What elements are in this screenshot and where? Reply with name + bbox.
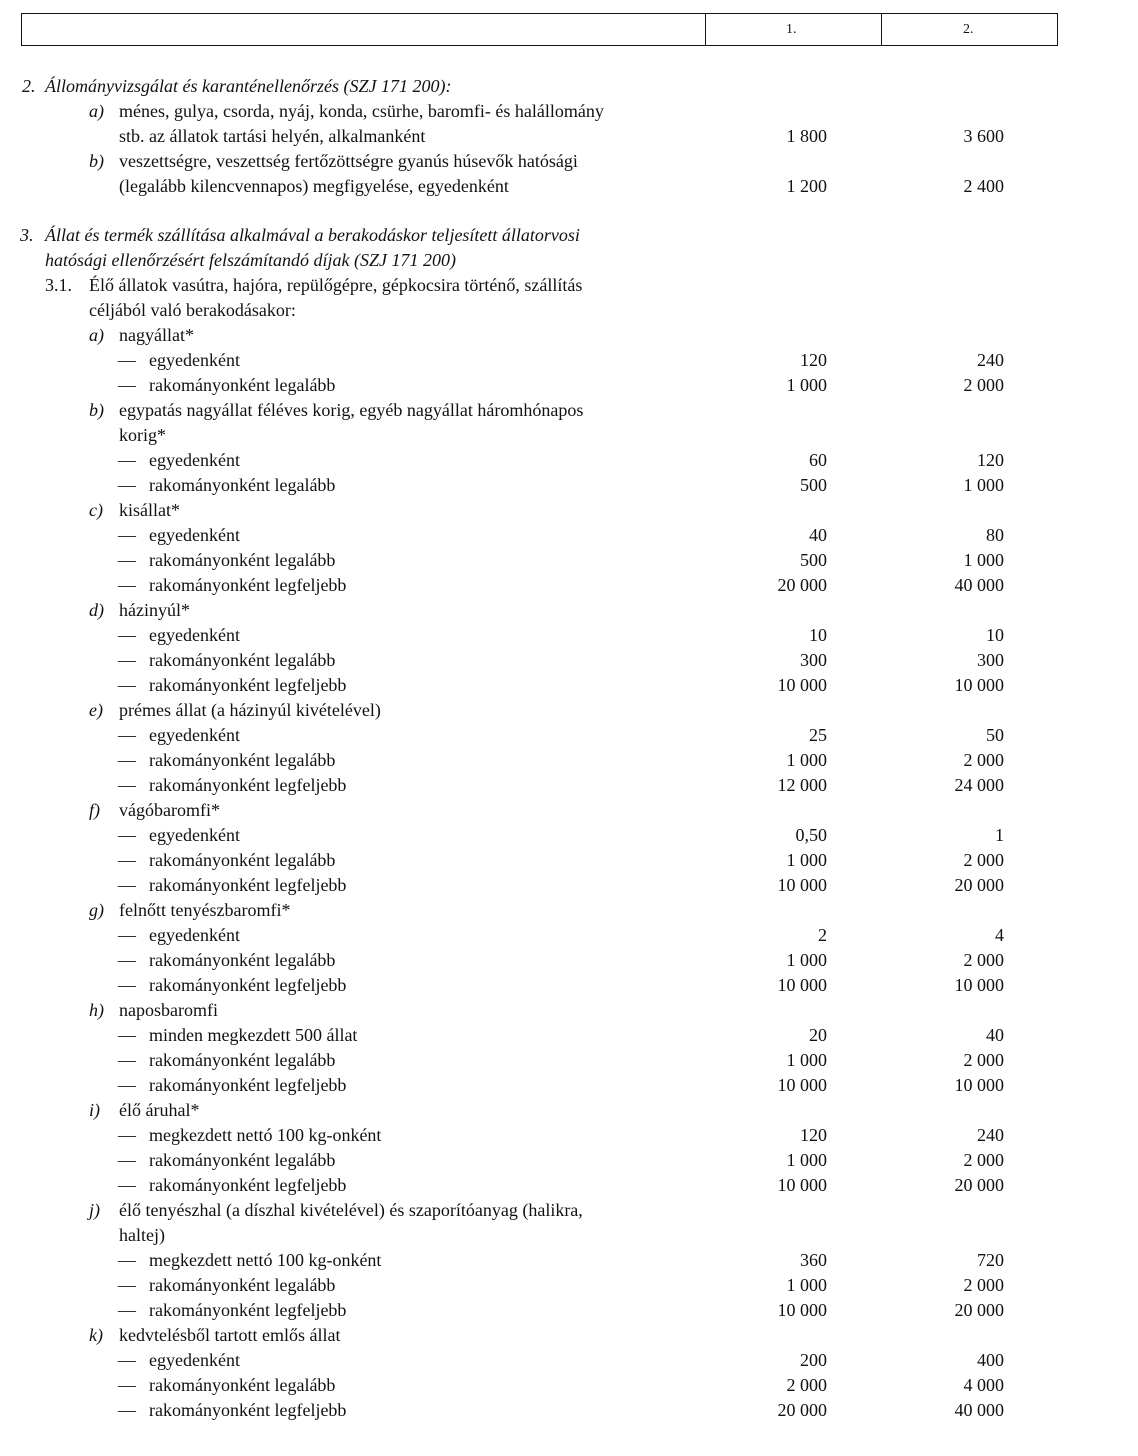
fee-row xyxy=(0,523,1138,548)
fee-row xyxy=(0,348,1138,373)
value-col1: 500 xyxy=(800,475,827,495)
value-col2: 10 xyxy=(986,625,1004,645)
fee-row-label: rakományonként legalább xyxy=(149,650,336,670)
dash-bullet: — xyxy=(118,450,136,470)
fee-row xyxy=(0,473,1138,498)
item-label: f) xyxy=(89,800,100,820)
fee-row-label: rakományonként legfeljebb xyxy=(149,875,347,895)
dash-bullet: — xyxy=(118,850,136,870)
fee-row-label: rakományonként legalább xyxy=(149,1150,336,1170)
item-title: korig* xyxy=(119,425,166,445)
fee-row xyxy=(0,573,1138,598)
dash-bullet: — xyxy=(118,1150,136,1170)
item-title: kisállat* xyxy=(119,500,180,520)
value-col1: 200 xyxy=(800,1350,827,1370)
value-col2: 2 000 xyxy=(963,950,1004,970)
fee-item-title-line xyxy=(0,1098,1138,1123)
fee-row-label: rakományonként legfeljebb xyxy=(149,675,347,695)
dash-bullet: — xyxy=(118,950,136,970)
value-col1: 1 000 xyxy=(786,1150,827,1170)
fee-row xyxy=(0,973,1138,998)
value-col1: 2 xyxy=(818,925,827,945)
value-col2: 2 000 xyxy=(963,1150,1004,1170)
item-a-line1 xyxy=(0,99,1138,124)
value-col1: 0,50 xyxy=(795,825,827,845)
section-title: Állat és termék szállítása alkalmával a berakodáskor teljesített állatorvosi xyxy=(45,225,580,245)
dash-bullet: — xyxy=(118,1350,136,1370)
fee-row xyxy=(0,673,1138,698)
section-2-heading xyxy=(0,74,1138,99)
fee-item-title-line xyxy=(0,798,1138,823)
fee-row xyxy=(0,1398,1138,1423)
dash-bullet: — xyxy=(118,575,136,595)
value-col2: 2 000 xyxy=(963,850,1004,870)
value-col1: 40 xyxy=(809,525,827,545)
dash-bullet: — xyxy=(118,750,136,770)
value-col1: 25 xyxy=(809,725,827,745)
item-label: h) xyxy=(89,1000,104,1020)
fee-row-label: rakományonként legfeljebb xyxy=(149,975,347,995)
fee-row-label: rakományonként legalább xyxy=(149,850,336,870)
fee-item-title-line xyxy=(0,498,1138,523)
fee-row xyxy=(0,1373,1138,1398)
fee-item-title-line xyxy=(0,1223,1138,1248)
value-col2: 10 000 xyxy=(954,1075,1004,1095)
dash-bullet: — xyxy=(118,1050,136,1070)
fee-item-title-line xyxy=(0,423,1138,448)
dash-bullet: — xyxy=(118,925,136,945)
dash-bullet: — xyxy=(118,1400,136,1420)
value-col2: 240 xyxy=(977,350,1004,370)
section-3-heading-line2 xyxy=(0,248,1138,273)
value-col1: 1 000 xyxy=(786,375,827,395)
dash-bullet: — xyxy=(118,1275,136,1295)
item-a-line2 xyxy=(0,124,1138,149)
fee-row-label: egyedenként xyxy=(149,450,240,470)
fee-row-label: megkezdett nettó 100 kg-onként xyxy=(149,1250,382,1270)
fee-row xyxy=(0,548,1138,573)
value-col2: 400 xyxy=(977,1350,1004,1370)
dash-bullet: — xyxy=(118,825,136,845)
item-title: kedvtelésből tartott emlős állat xyxy=(119,1325,341,1345)
value-col2: 4 000 xyxy=(963,1375,1004,1395)
value-col1: 12 000 xyxy=(777,775,827,795)
fee-row xyxy=(0,648,1138,673)
item-label: a) xyxy=(89,325,104,345)
value-col2: 2 000 xyxy=(963,1275,1004,1295)
value-col1: 10 000 xyxy=(777,675,827,695)
value-col1: 1 800 xyxy=(786,126,827,146)
dash-bullet: — xyxy=(118,675,136,695)
value-col1: 360 xyxy=(800,1250,827,1270)
value-col2: 10 000 xyxy=(954,975,1004,995)
dash-bullet: — xyxy=(118,1250,136,1270)
dash-bullet: — xyxy=(118,1025,136,1045)
fee-row xyxy=(0,773,1138,798)
fee-row xyxy=(0,1173,1138,1198)
value-col1: 1 000 xyxy=(786,950,827,970)
value-col2: 20 000 xyxy=(954,1175,1004,1195)
fee-row-label: rakományonként legalább xyxy=(149,1050,336,1070)
value-col1: 1 200 xyxy=(786,176,827,196)
dash-bullet: — xyxy=(118,650,136,670)
value-col2: 24 000 xyxy=(954,775,1004,795)
fee-row-label: egyedenként xyxy=(149,350,240,370)
dash-bullet: — xyxy=(118,350,136,370)
fee-row-label: rakományonként legalább xyxy=(149,1275,336,1295)
dash-bullet: — xyxy=(118,625,136,645)
section-title: hatósági ellenőrzésért felszámítandó díjak (SZJ 171 200) xyxy=(45,250,456,270)
fee-row xyxy=(0,1148,1138,1173)
value-col2: 40 000 xyxy=(954,1400,1004,1420)
column-header-1: 1. xyxy=(786,22,797,37)
value-col2: 2 000 xyxy=(963,750,1004,770)
fee-row-label: rakományonként legalább xyxy=(149,550,336,570)
value-col1: 1 000 xyxy=(786,1275,827,1295)
fee-row xyxy=(0,448,1138,473)
fee-row-label: rakományonként legfeljebb xyxy=(149,1175,347,1195)
fee-row-label: egyedenként xyxy=(149,825,240,845)
item-label: k) xyxy=(89,1325,103,1345)
fee-row xyxy=(0,1298,1138,1323)
value-col1: 2 000 xyxy=(786,1375,827,1395)
fee-row-label: megkezdett nettó 100 kg-onként xyxy=(149,1125,382,1145)
item-text: stb. az állatok tartási helyén, alkalmanként xyxy=(119,126,426,146)
fee-item-title-line xyxy=(0,898,1138,923)
fee-row xyxy=(0,723,1138,748)
item-title: egypatás nagyállat féléves korig, egyéb nagyállat háromhónapos xyxy=(119,400,584,420)
value-col2: 20 000 xyxy=(954,1300,1004,1320)
dash-bullet: — xyxy=(118,550,136,570)
subsection-3-1-line1 xyxy=(0,273,1138,298)
dash-bullet: — xyxy=(118,1175,136,1195)
fee-row-label: rakományonként legalább xyxy=(149,950,336,970)
fee-row-label: rakományonként legalább xyxy=(149,475,336,495)
item-label: i) xyxy=(89,1100,100,1120)
value-col2: 1 xyxy=(995,825,1004,845)
fee-item-title-line xyxy=(0,998,1138,1023)
item-text: ménes, gulya, csorda, nyáj, konda, csürhe, baromfi- és halállomány xyxy=(119,101,604,121)
item-title: naposbaromfi xyxy=(119,1000,218,1020)
value-col1: 10 000 xyxy=(777,975,827,995)
dash-bullet: — xyxy=(118,525,136,545)
fee-row xyxy=(0,748,1138,773)
fee-item-title-line xyxy=(0,1198,1138,1223)
value-col1: 10 000 xyxy=(777,1175,827,1195)
section-number: 2. xyxy=(22,76,36,96)
value-col1: 500 xyxy=(800,550,827,570)
section-title: Állományvizsgálat és karanténellenőrzés (SZJ 171 200): xyxy=(45,76,452,96)
item-title: élő tenyészhal (a díszhal kivételével) és szaporítóanyag (halikra, xyxy=(119,1200,583,1220)
item-title: felnőtt tenyészbaromfi* xyxy=(119,900,291,920)
item-title: haltej) xyxy=(119,1225,165,1245)
value-col2: 2 000 xyxy=(963,1050,1004,1070)
section-3-heading-line1 xyxy=(0,223,1138,248)
value-col1: 10 000 xyxy=(777,875,827,895)
value-col1: 60 xyxy=(809,450,827,470)
item-label: e) xyxy=(89,700,103,720)
value-col1: 20 000 xyxy=(777,1400,827,1420)
fee-row xyxy=(0,923,1138,948)
section-gap xyxy=(0,199,1138,223)
fee-row xyxy=(0,1273,1138,1298)
fee-row-label: egyedenként xyxy=(149,725,240,745)
fee-row xyxy=(0,823,1138,848)
item-label: a) xyxy=(89,101,104,121)
value-col1: 1 000 xyxy=(786,1050,827,1070)
fee-row xyxy=(0,1123,1138,1148)
fee-row-label: minden megkezdett 500 állat xyxy=(149,1025,358,1045)
fee-item-title-line xyxy=(0,698,1138,723)
value-col2: 1 000 xyxy=(963,475,1004,495)
value-col2: 300 xyxy=(977,650,1004,670)
value-col2: 20 000 xyxy=(954,875,1004,895)
item-b-line2 xyxy=(0,174,1138,199)
column-divider xyxy=(881,14,882,45)
fee-row xyxy=(0,1073,1138,1098)
subsection-text: Élő állatok vasútra, hajóra, repülőgépre, gépkocsira történő, szállítás xyxy=(89,275,583,295)
fee-row xyxy=(0,873,1138,898)
value-col2: 240 xyxy=(977,1125,1004,1145)
dash-bullet: — xyxy=(118,375,136,395)
dash-bullet: — xyxy=(118,775,136,795)
item-label: b) xyxy=(89,151,104,171)
fee-row-label: egyedenként xyxy=(149,625,240,645)
column-header-2: 2. xyxy=(963,22,974,37)
subsection-number: 3.1. xyxy=(45,275,72,295)
fee-item-title-line xyxy=(0,1323,1138,1348)
value-col1: 20 000 xyxy=(777,575,827,595)
fee-row-label: rakományonként legfeljebb xyxy=(149,1075,347,1095)
item-title: házinyúl* xyxy=(119,600,190,620)
item-b-line1 xyxy=(0,149,1138,174)
column-header-table xyxy=(21,13,1058,46)
dash-bullet: — xyxy=(118,1075,136,1095)
fee-row xyxy=(0,948,1138,973)
dash-bullet: — xyxy=(118,975,136,995)
item-text: (legalább kilencvennapos) megfigyelése, egyedenként xyxy=(119,176,509,196)
value-col1: 10 000 xyxy=(777,1300,827,1320)
value-col2: 120 xyxy=(977,450,1004,470)
value-col2: 10 000 xyxy=(954,675,1004,695)
item-label: j) xyxy=(89,1200,100,1220)
item-label: b) xyxy=(89,400,104,420)
dash-bullet: — xyxy=(118,725,136,745)
fee-item-title-line xyxy=(0,323,1138,348)
value-col2: 50 xyxy=(986,725,1004,745)
value-col2: 80 xyxy=(986,525,1004,545)
fee-item-title-line xyxy=(0,398,1138,423)
value-col2: 1 000 xyxy=(963,550,1004,570)
fee-row-label: egyedenként xyxy=(149,1350,240,1370)
value-col1: 1 000 xyxy=(786,850,827,870)
item-text: veszettségre, veszettség fertőzöttségre gyanús húsevők hatósági xyxy=(119,151,578,171)
value-col2: 4 xyxy=(995,925,1004,945)
subsection-text: céljából való berakodásakor: xyxy=(89,300,296,320)
fee-item-list xyxy=(0,323,1138,1423)
fee-row xyxy=(0,1048,1138,1073)
section-number: 3. xyxy=(20,225,34,245)
value-col2: 720 xyxy=(977,1250,1004,1270)
fee-row-label: rakományonként legfeljebb xyxy=(149,1400,347,1420)
item-title: prémes állat (a házinyúl kivételével) xyxy=(119,700,381,720)
fee-item-title-line xyxy=(0,598,1138,623)
fee-row xyxy=(0,1248,1138,1273)
fee-row xyxy=(0,1023,1138,1048)
value-col2: 40 xyxy=(986,1025,1004,1045)
item-title: nagyállat* xyxy=(119,325,194,345)
value-col1: 10 000 xyxy=(777,1075,827,1095)
dash-bullet: — xyxy=(118,1300,136,1320)
fee-row xyxy=(0,848,1138,873)
value-col2: 2 400 xyxy=(963,176,1004,196)
value-col2: 3 600 xyxy=(963,126,1004,146)
item-label: g) xyxy=(89,900,104,920)
value-col1: 20 xyxy=(809,1025,827,1045)
dash-bullet: — xyxy=(118,1375,136,1395)
fee-row-label: rakományonként legalább xyxy=(149,1375,336,1395)
value-col1: 1 000 xyxy=(786,750,827,770)
item-title: élő áruhal* xyxy=(119,1100,200,1120)
item-label: d) xyxy=(89,600,104,620)
fee-row-label: rakományonként legalább xyxy=(149,750,336,770)
fee-row-label: egyedenként xyxy=(149,525,240,545)
fee-row-label: egyedenként xyxy=(149,925,240,945)
value-col1: 120 xyxy=(800,350,827,370)
fee-row xyxy=(0,623,1138,648)
column-divider xyxy=(705,14,706,45)
value-col1: 120 xyxy=(800,1125,827,1145)
dash-bullet: — xyxy=(118,475,136,495)
value-col1: 10 xyxy=(809,625,827,645)
fee-row-label: rakományonként legfeljebb xyxy=(149,775,347,795)
fee-row xyxy=(0,1348,1138,1373)
fee-document-body xyxy=(0,74,1138,1423)
dash-bullet: — xyxy=(118,1125,136,1145)
item-label: c) xyxy=(89,500,103,520)
dash-bullet: — xyxy=(118,875,136,895)
value-col1: 300 xyxy=(800,650,827,670)
value-col2: 40 000 xyxy=(954,575,1004,595)
item-title: vágóbaromfi* xyxy=(119,800,220,820)
subsection-3-1-line2 xyxy=(0,298,1138,323)
value-col2: 2 000 xyxy=(963,375,1004,395)
fee-row-label: rakományonként legalább xyxy=(149,375,336,395)
fee-row-label: rakományonként legfeljebb xyxy=(149,1300,347,1320)
fee-row-label: rakományonként legfeljebb xyxy=(149,575,347,595)
fee-row xyxy=(0,373,1138,398)
